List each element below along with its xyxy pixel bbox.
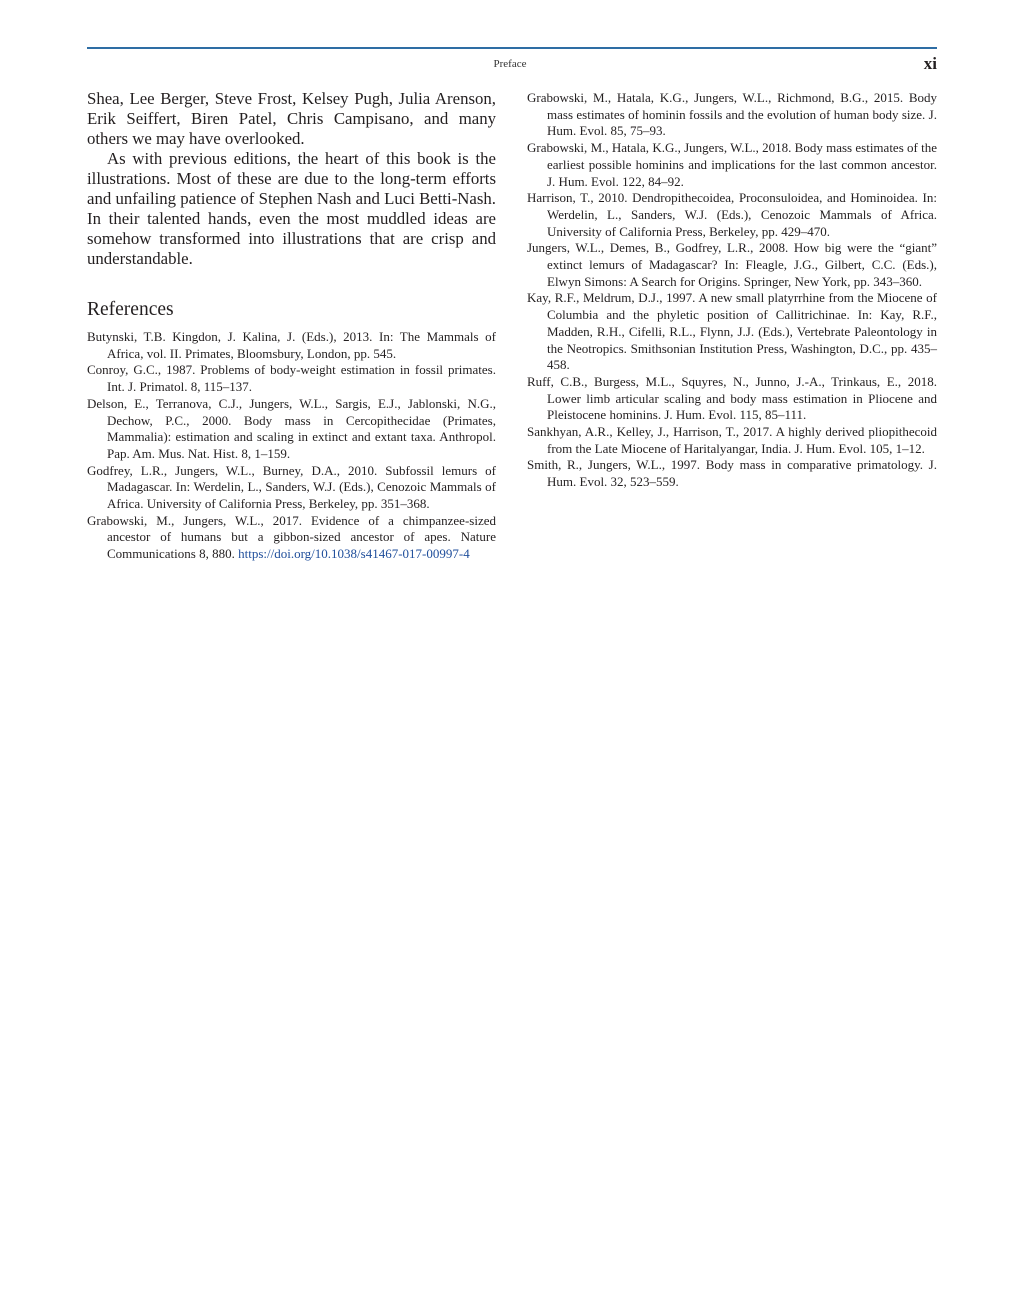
- reference-item: [87, 513, 496, 563]
- reference-item: Delson, E., Terranova, C.J., Jungers, W.L., Sargis, E.J., Jablonski, N.G., Dechow, P.C., 2000. Body mass in Cercopithecidae (Primates, Mammalia): estimation and scaling in extinct and extant taxa. Anthropol. Pap. Am. Mus. Nat. Hist. 8, 1–159.: [87, 395, 496, 461]
- references-heading: References: [87, 299, 174, 320]
- left-column: [87, 89, 496, 563]
- reference-list-left: [87, 329, 496, 563]
- reference-item: Jungers, W.L., Demes, B., Godfrey, L.R., 2008. How big were the “giant” extinct lemurs of Madagascar? In: Fleagle, J.G., Gilbert, C.C. (Eds.), Elwyn Simons: A Search for Origins. Springer, New York, pp. 343–360.: [527, 240, 937, 289]
- reference-item: Conroy, G.C., 1987. Problems of body-weight estimation in fossil primates. Int. J. Primatol. 8, 115–137.: [87, 362, 496, 395]
- reference-item: Godfrey, L.R., Jungers, W.L., Burney, D.A., 2010. Subfossil lemurs of Madagascar. In: Werdelin, L., Sanders, W.J. (Eds.), Cenozoic Mammals of Africa. University of California Press, Berkeley, pp. 351–368.: [87, 462, 496, 512]
- reference-text: Grabowski, M., Jungers, W.L., 2017. Evidence of a chimpanzee-sized ancestor of humans but a gibbon-sized ancestor of apes. Nature Communications 8, 880.: [87, 512, 496, 562]
- doi-link[interactable]: https://doi.org/10.1038/s41467-017-00997-4: [238, 546, 470, 562]
- header-rule: [87, 47, 937, 49]
- reference-list-right: [527, 90, 937, 491]
- reference-item: Harrison, T., 2010. Dendropithecoidea, Proconsuloidea, and Hominoidea. In: Werdelin, L., Sanders, W.J. (Eds.), Cenozoic Mammals of Africa. University of California Press, Berkeley, pp. 429–470.: [527, 190, 937, 239]
- reference-item: Grabowski, M., Hatala, K.G., Jungers, W.L., 2018. Body mass estimates of the earliest possible hominins and implications for the last common ancestor. J. Hum. Evol. 122, 84–92.: [527, 140, 937, 189]
- reference-item: Ruff, C.B., Burgess, M.L., Squyres, N., Junno, J.-A., Trinkaus, E., 2018. Lower limb articular scaling and body mass estimation in Pliocene and Pleistocene hominins. J. Hum. Evol. 115, 85–111.: [527, 373, 937, 423]
- reference-item: Smith, R., Jungers, W.L., 1997. Body mass in comparative primatology. J. Hum. Evol. 32, 523–559.: [527, 457, 937, 490]
- reference-item: Grabowski, M., Hatala, K.G., Jungers, W.L., Richmond, B.G., 2015. Body mass estimates of hominin fossils and the evolution of human body size. J. Hum. Evol. 85, 75–93.: [527, 90, 937, 139]
- body-paragraph: Shea, Lee Berger, Steve Frost, Kelsey Pugh, Julia Arenson, Erik Seiffert, Biren Patel, Chris Campisano, and many others we may have overlooked.: [87, 89, 496, 148]
- reference-item: Sankhyan, A.R., Kelley, J., Harrison, T., 2017. A highly derived pliopithecoid from the Late Miocene of Haritalyangar, India. J. Hum. Evol. 105, 1–12.: [527, 424, 937, 456]
- right-column: [527, 90, 937, 491]
- running-title: Preface: [493, 58, 527, 70]
- reference-item: Butynski, T.B. Kingdon, J. Kalina, J. (Eds.), 2013. In: The Mammals of Africa, vol. II. Primates, Bloomsbury, London, pp. 545.: [87, 329, 496, 361]
- body-paragraph: As with previous editions, the heart of this book is the illustrations. Most of these are due to the long-term efforts and unfailing patience of Stephen Nash and Luci Betti-Nash. In their talented hands, even the most muddled ideas are somehow transformed into illustrations that are crisp and understandable.: [87, 149, 496, 268]
- page-number: xi: [923, 54, 937, 73]
- reference-item: Kay, R.F., Meldrum, D.J., 1997. A new small platyrrhine from the Miocene of Columbia and the phyletic position of Callitrichinae. In: Kay, R.F., Madden, R.H., Cifelli, R.L., Flynn, J.J. (Eds.), Vertebrate Paleontology in the Neotropics. Smithsonian Institution Press, Washington, D.C., pp. 435–458.: [527, 290, 937, 373]
